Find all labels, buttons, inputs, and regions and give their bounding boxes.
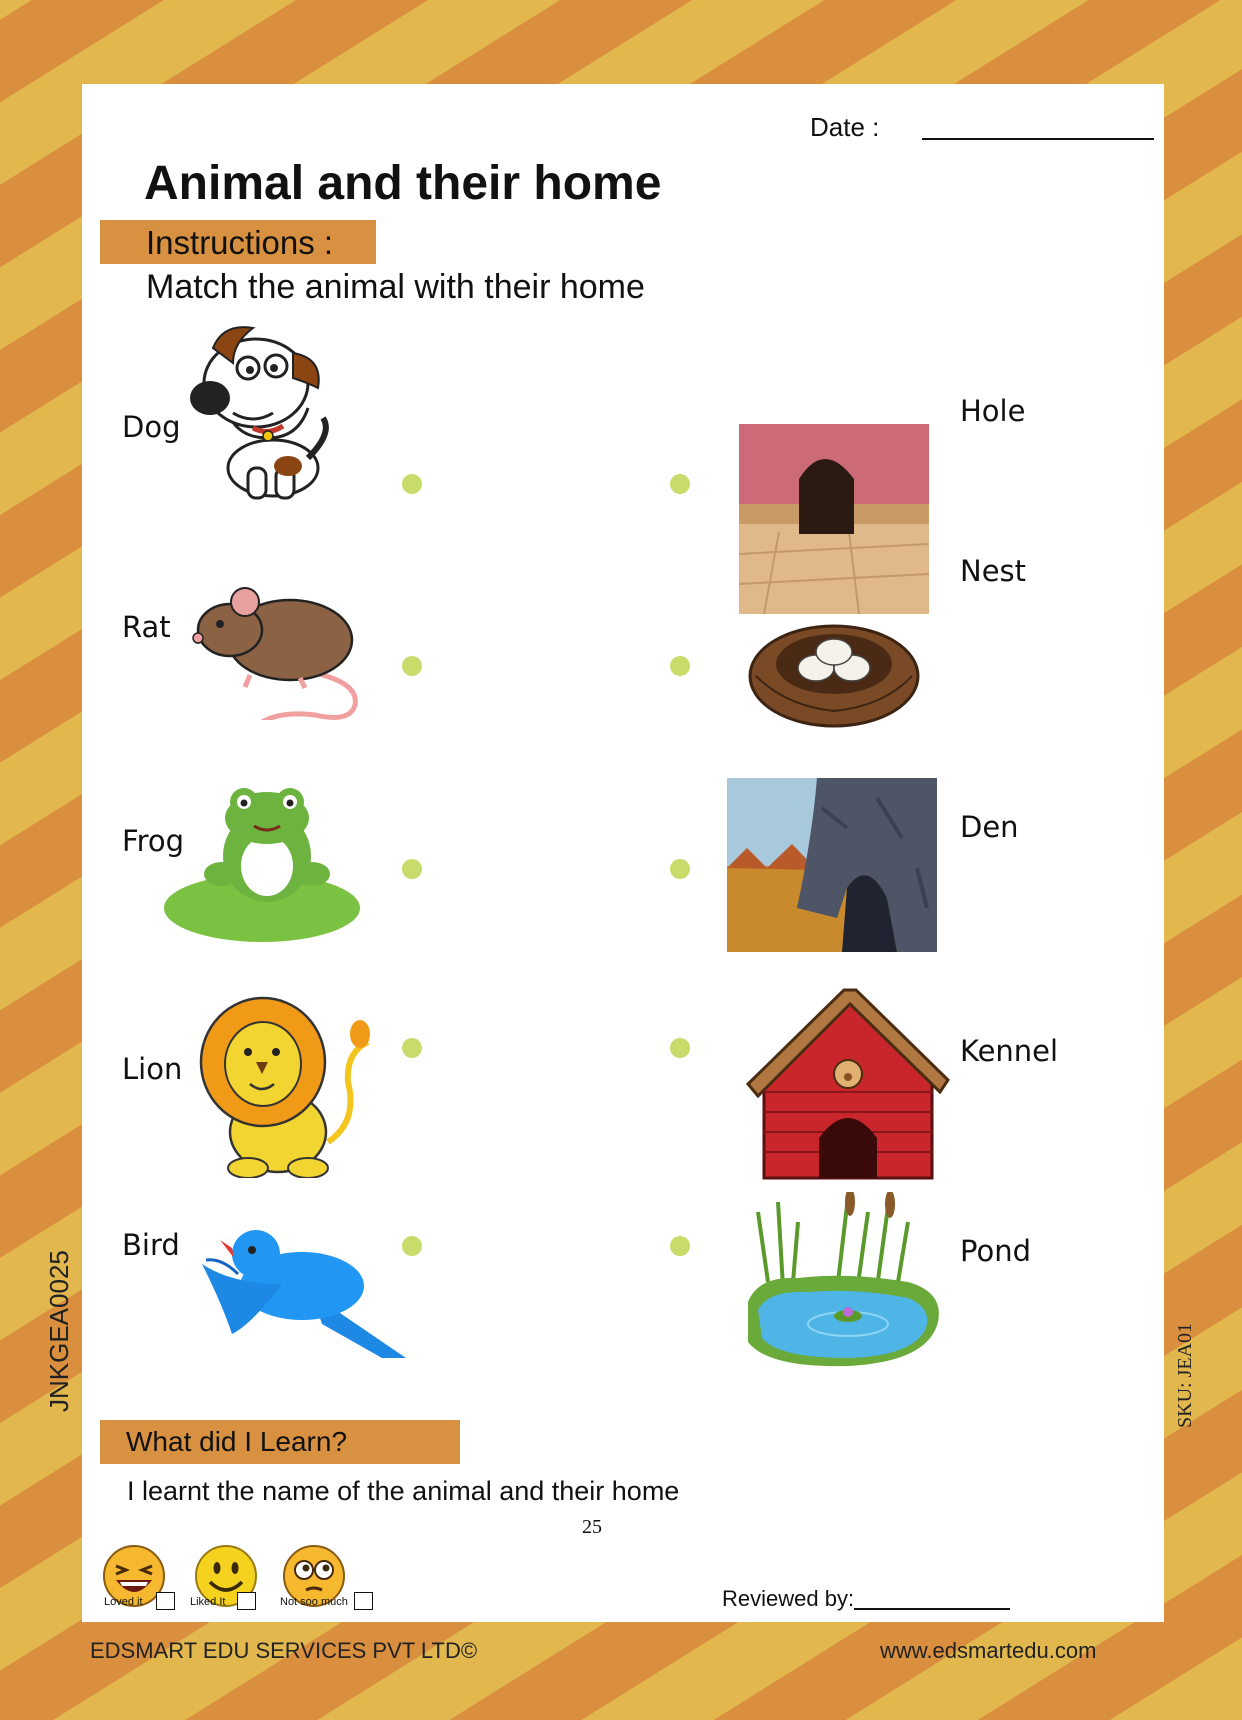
match-dot-left[interactable] bbox=[402, 474, 422, 494]
rating-label: Liked It bbox=[190, 1596, 226, 1608]
reviewed-by-label: Reviewed by: bbox=[722, 1586, 855, 1611]
side-code: JNKGEA0025 bbox=[44, 1250, 74, 1412]
home-label: Hole bbox=[960, 394, 1026, 428]
match-row bbox=[82, 506, 1164, 706]
rat-icon bbox=[190, 580, 370, 720]
dog-icon bbox=[178, 318, 338, 500]
match-dot-right[interactable] bbox=[670, 474, 690, 494]
rating-label: Not soo much bbox=[280, 1596, 348, 1608]
match-row bbox=[82, 706, 1164, 906]
match-row bbox=[82, 306, 1164, 506]
match-dot-left[interactable] bbox=[402, 1038, 422, 1058]
match-dot-right[interactable] bbox=[670, 656, 690, 676]
bird-icon bbox=[192, 1224, 406, 1362]
match-row bbox=[82, 906, 1164, 1106]
match-row bbox=[82, 1106, 1164, 1306]
instructions-bar bbox=[100, 220, 376, 264]
reviewed-by-field[interactable] bbox=[854, 1608, 1010, 1610]
animal-label: Frog bbox=[122, 824, 185, 858]
rating-checkbox[interactable] bbox=[156, 1592, 175, 1610]
home-label: Pond bbox=[960, 1234, 1031, 1268]
rating-checkbox[interactable] bbox=[354, 1592, 373, 1610]
date-field[interactable] bbox=[922, 138, 1154, 140]
animal-label: Lion bbox=[122, 1052, 183, 1086]
footer-company: EDSMART EDU SERVICES PVT LTD© bbox=[90, 1638, 478, 1663]
match-dot-right[interactable] bbox=[670, 1236, 690, 1256]
learn-label: What did I Learn? bbox=[126, 1426, 348, 1457]
page-number: 25 bbox=[582, 1516, 602, 1538]
match-dot-right[interactable] bbox=[670, 859, 690, 879]
rating-label: Loved it bbox=[104, 1596, 143, 1608]
footer-website[interactable]: www.edsmartedu.com bbox=[880, 1638, 1097, 1663]
sku-code: SKU: JEA01 bbox=[1174, 1322, 1196, 1428]
animal-label: Dog bbox=[122, 410, 181, 444]
home-label: Kennel bbox=[960, 1034, 1059, 1068]
date-label: Date : bbox=[810, 112, 880, 142]
learn-bar bbox=[100, 1420, 460, 1464]
home-label: Den bbox=[960, 810, 1019, 844]
page-title: Animal and their home bbox=[144, 157, 662, 210]
instructions-text: Match the animal with their home bbox=[146, 268, 645, 306]
match-dot-left[interactable] bbox=[402, 656, 422, 676]
match-dot-right[interactable] bbox=[670, 1038, 690, 1058]
animal-label: Bird bbox=[122, 1228, 180, 1262]
home-label: Nest bbox=[960, 554, 1027, 588]
pond-icon bbox=[738, 1192, 948, 1374]
animal-label: Rat bbox=[122, 610, 171, 644]
learn-text: I learnt the name of the animal and their home bbox=[127, 1476, 680, 1506]
match-dot-left[interactable] bbox=[402, 1236, 422, 1256]
match-dot-left[interactable] bbox=[402, 859, 422, 879]
worksheet-page bbox=[82, 84, 1164, 1622]
instructions-label: Instructions : bbox=[146, 224, 334, 261]
rating-checkbox[interactable] bbox=[237, 1592, 256, 1610]
